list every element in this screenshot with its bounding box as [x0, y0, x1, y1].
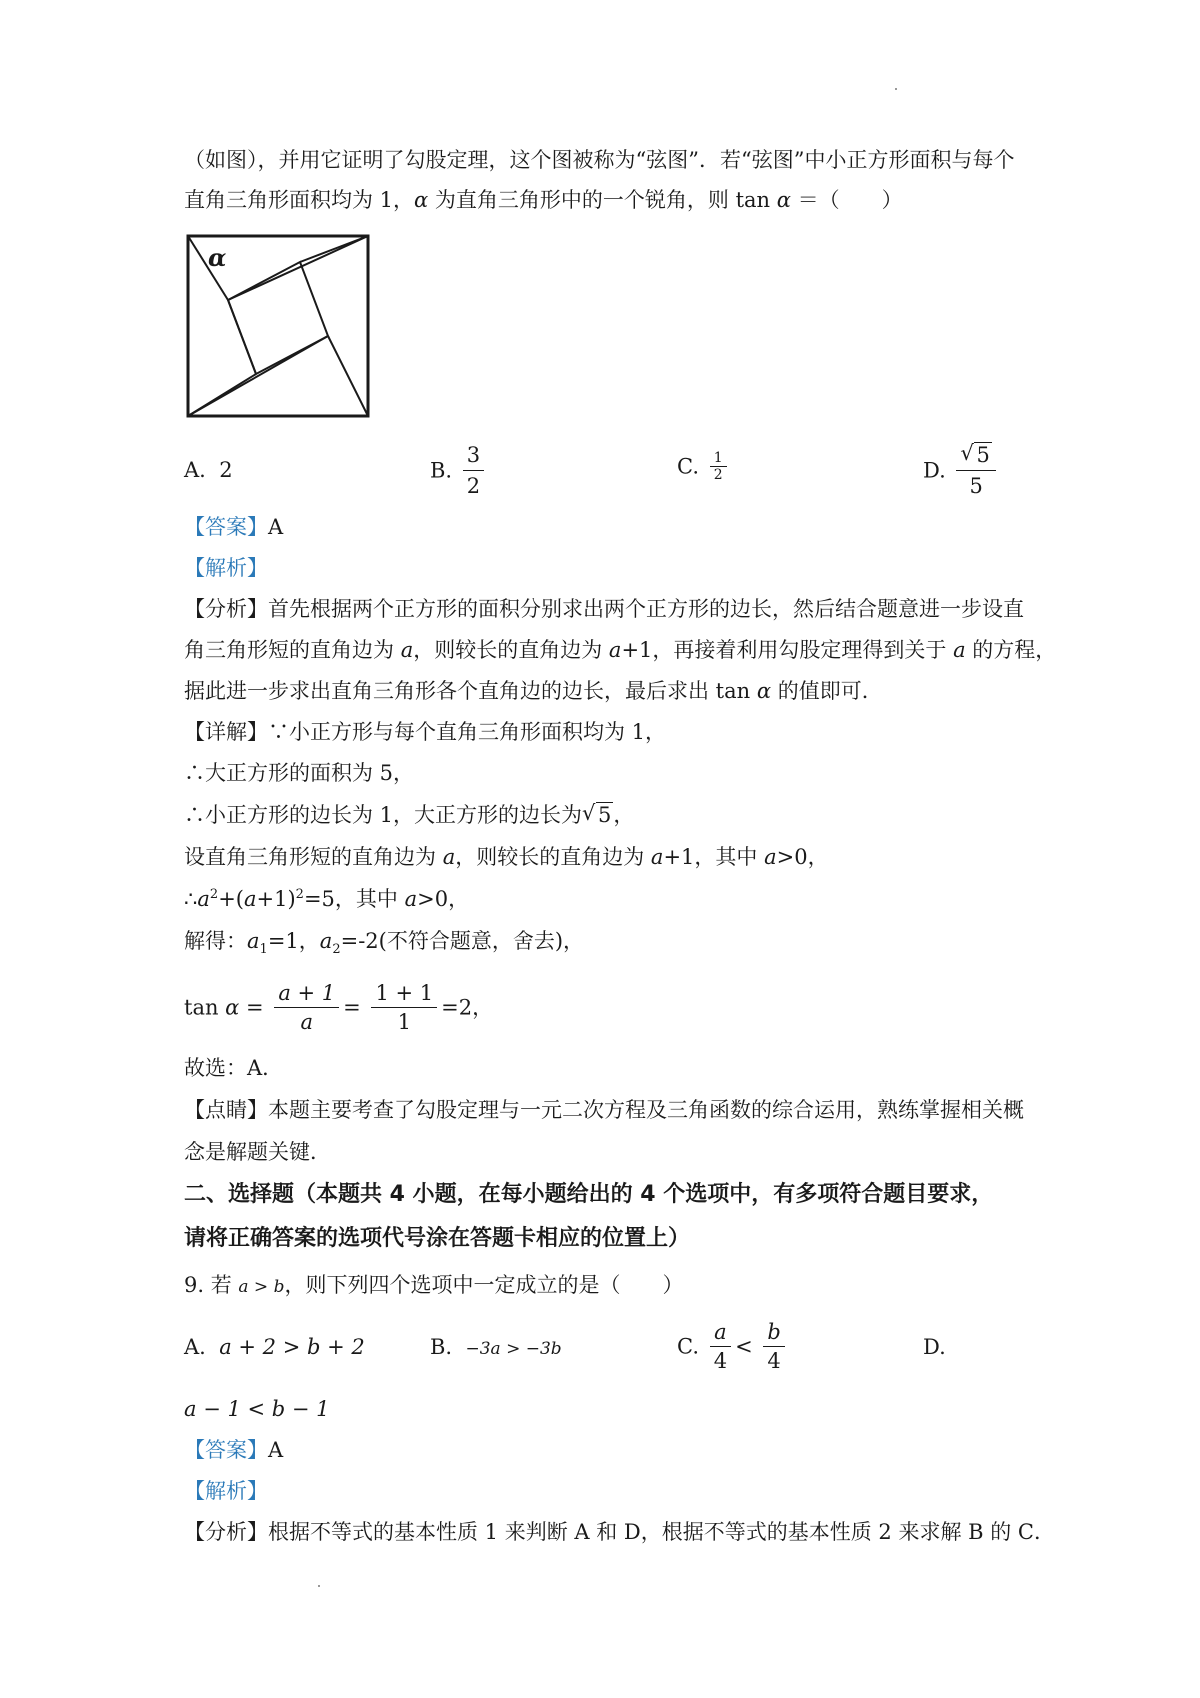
q8-step5: $\therefore a^2+(a+1)^2=5$，其中 a>0， [184, 887, 470, 911]
q8-stem-line2: 直角三角形面积均为 1，α 为直角三角形中的一个锐角，则 tan α ＝（ ） [184, 188, 903, 212]
scan-dot-bottom [318, 1585, 320, 1587]
section2-heading-line2: 请将正确答案的选项代号涂在答题卡相应的位置上） [184, 1226, 691, 1251]
sqrt-5: √ 5 [582, 800, 613, 830]
q8-fenxi-line2: 角三角形短的直角边为 a，则较长的直角边为 a+1，再接着利用勾股定理得到关于 a 的方程， [184, 638, 1057, 662]
q8-analysis-tag: 【解析】 [184, 556, 268, 580]
triangle-edge-6 [188, 336, 328, 416]
q8-fenxi-line1: 【分析】首先根据两个正方形的面积分别求出两个正方形的边长，然后结合题意进一步设直 [184, 597, 1024, 621]
q8-option-a: A. 2 [184, 458, 233, 482]
q9-stem: 9. 若 a > b，则下列四个选项中一定成立的是（ ） [184, 1273, 684, 1297]
q8-option-b-fraction: $\frac{3}{2}$ [463, 440, 484, 501]
q8-option-d-fraction: √ $\frac{5}{5}$ [956, 440, 995, 501]
triangle-edge-4 [328, 336, 368, 416]
figure-alpha-label: α [208, 243, 227, 272]
q8-option-d: D. √ $\frac{5}{5}$ [923, 440, 1000, 501]
q9-analysis-tag: 【解析】 [184, 1479, 268, 1503]
q8-option-c-fraction: $\frac{1}{2}$ [710, 450, 727, 483]
q8-step4: 设直角三角形短的直角边为 a，则较长的直角边为 a+1，其中 a>0， [184, 845, 829, 869]
triangle-edge-3 [300, 236, 368, 262]
section2-heading-line1: 二、选择题（本题共 4 小题，在每小题给出的 4 个选项中，有多项符合题目要求， [184, 1182, 994, 1207]
q9-option-a: A. a + 2 > b + 2 [184, 1335, 365, 1359]
q8-step7: tan α = $\frac{a + 1}{a}$ = $\frac{1 + 1}{1}$ =2， [184, 981, 494, 1034]
q9-fenxi-line1: 【分析】根据不等式的基本性质 1 来判断 A 和 D，根据不等式的基本性质 2 来求解 B 的 C． [184, 1520, 1055, 1544]
scan-dot-top [895, 88, 897, 90]
q9-option-b: B. −3a > −3b [430, 1335, 562, 1359]
q8-answer: 【答案】A [184, 515, 284, 539]
q9-option-d-value: a − 1 < b − 1 [184, 1397, 330, 1421]
q8-dianjing-line1: 【点睛】本题主要考查了勾股定理与一元二次方程及三角函数的综合运用，熟练掌握相关概 [184, 1098, 1024, 1122]
q8-option-b: B. $\frac{3}{2}$ [430, 440, 488, 501]
q8-option-c: C. $\frac{1}{2}$ [677, 450, 731, 483]
q9-c-fraction-2: $\frac{b}{4}$ [763, 1318, 784, 1375]
q9-option-c: C. $\frac{a}{4}$ < $\frac{b}{4}$ [677, 1318, 789, 1375]
string-diagram-figure [184, 232, 372, 420]
q8-stem-line1: （如图），并用它证明了勾股定理，这个图被称为“弦图”．若“弦图”中小正方形面积与每个 [184, 148, 1015, 172]
q9-option-d-label: D. [923, 1335, 946, 1359]
q8-dianjing-line2: 念是解题关键． [184, 1140, 331, 1164]
q8-step8: 故选：A． [184, 1056, 284, 1080]
q8-step6: 解得：$a_1=1$，$a_2=-2$(不符合题意，舍去)， [184, 929, 585, 958]
triangle-edge-2 [228, 236, 368, 300]
tan-fraction-2: $\frac{1 + 1}{1}$ [371, 979, 437, 1036]
q8-step3: ∴小正方形的边长为 1，大正方形的边长为√ 5， [184, 800, 634, 830]
q9-answer: 【答案】A [184, 1438, 284, 1462]
triangle-edge-7 [228, 300, 256, 374]
q8-xiangjie-line1: 【详解】∵小正方形与每个直角三角形面积均为 1， [184, 720, 667, 744]
tan-fraction-1: $\frac{a + 1}{a}$ [274, 979, 339, 1036]
q9-c-fraction-1: $\frac{a}{4}$ [710, 1318, 731, 1375]
inner-square [228, 262, 328, 374]
q8-fenxi-line3: 据此进一步求出直角三角形各个直角边的边长，最后求出 tan α 的值即可． [184, 679, 883, 703]
q8-step2: ∴大正方形的面积为 5， [184, 761, 415, 785]
